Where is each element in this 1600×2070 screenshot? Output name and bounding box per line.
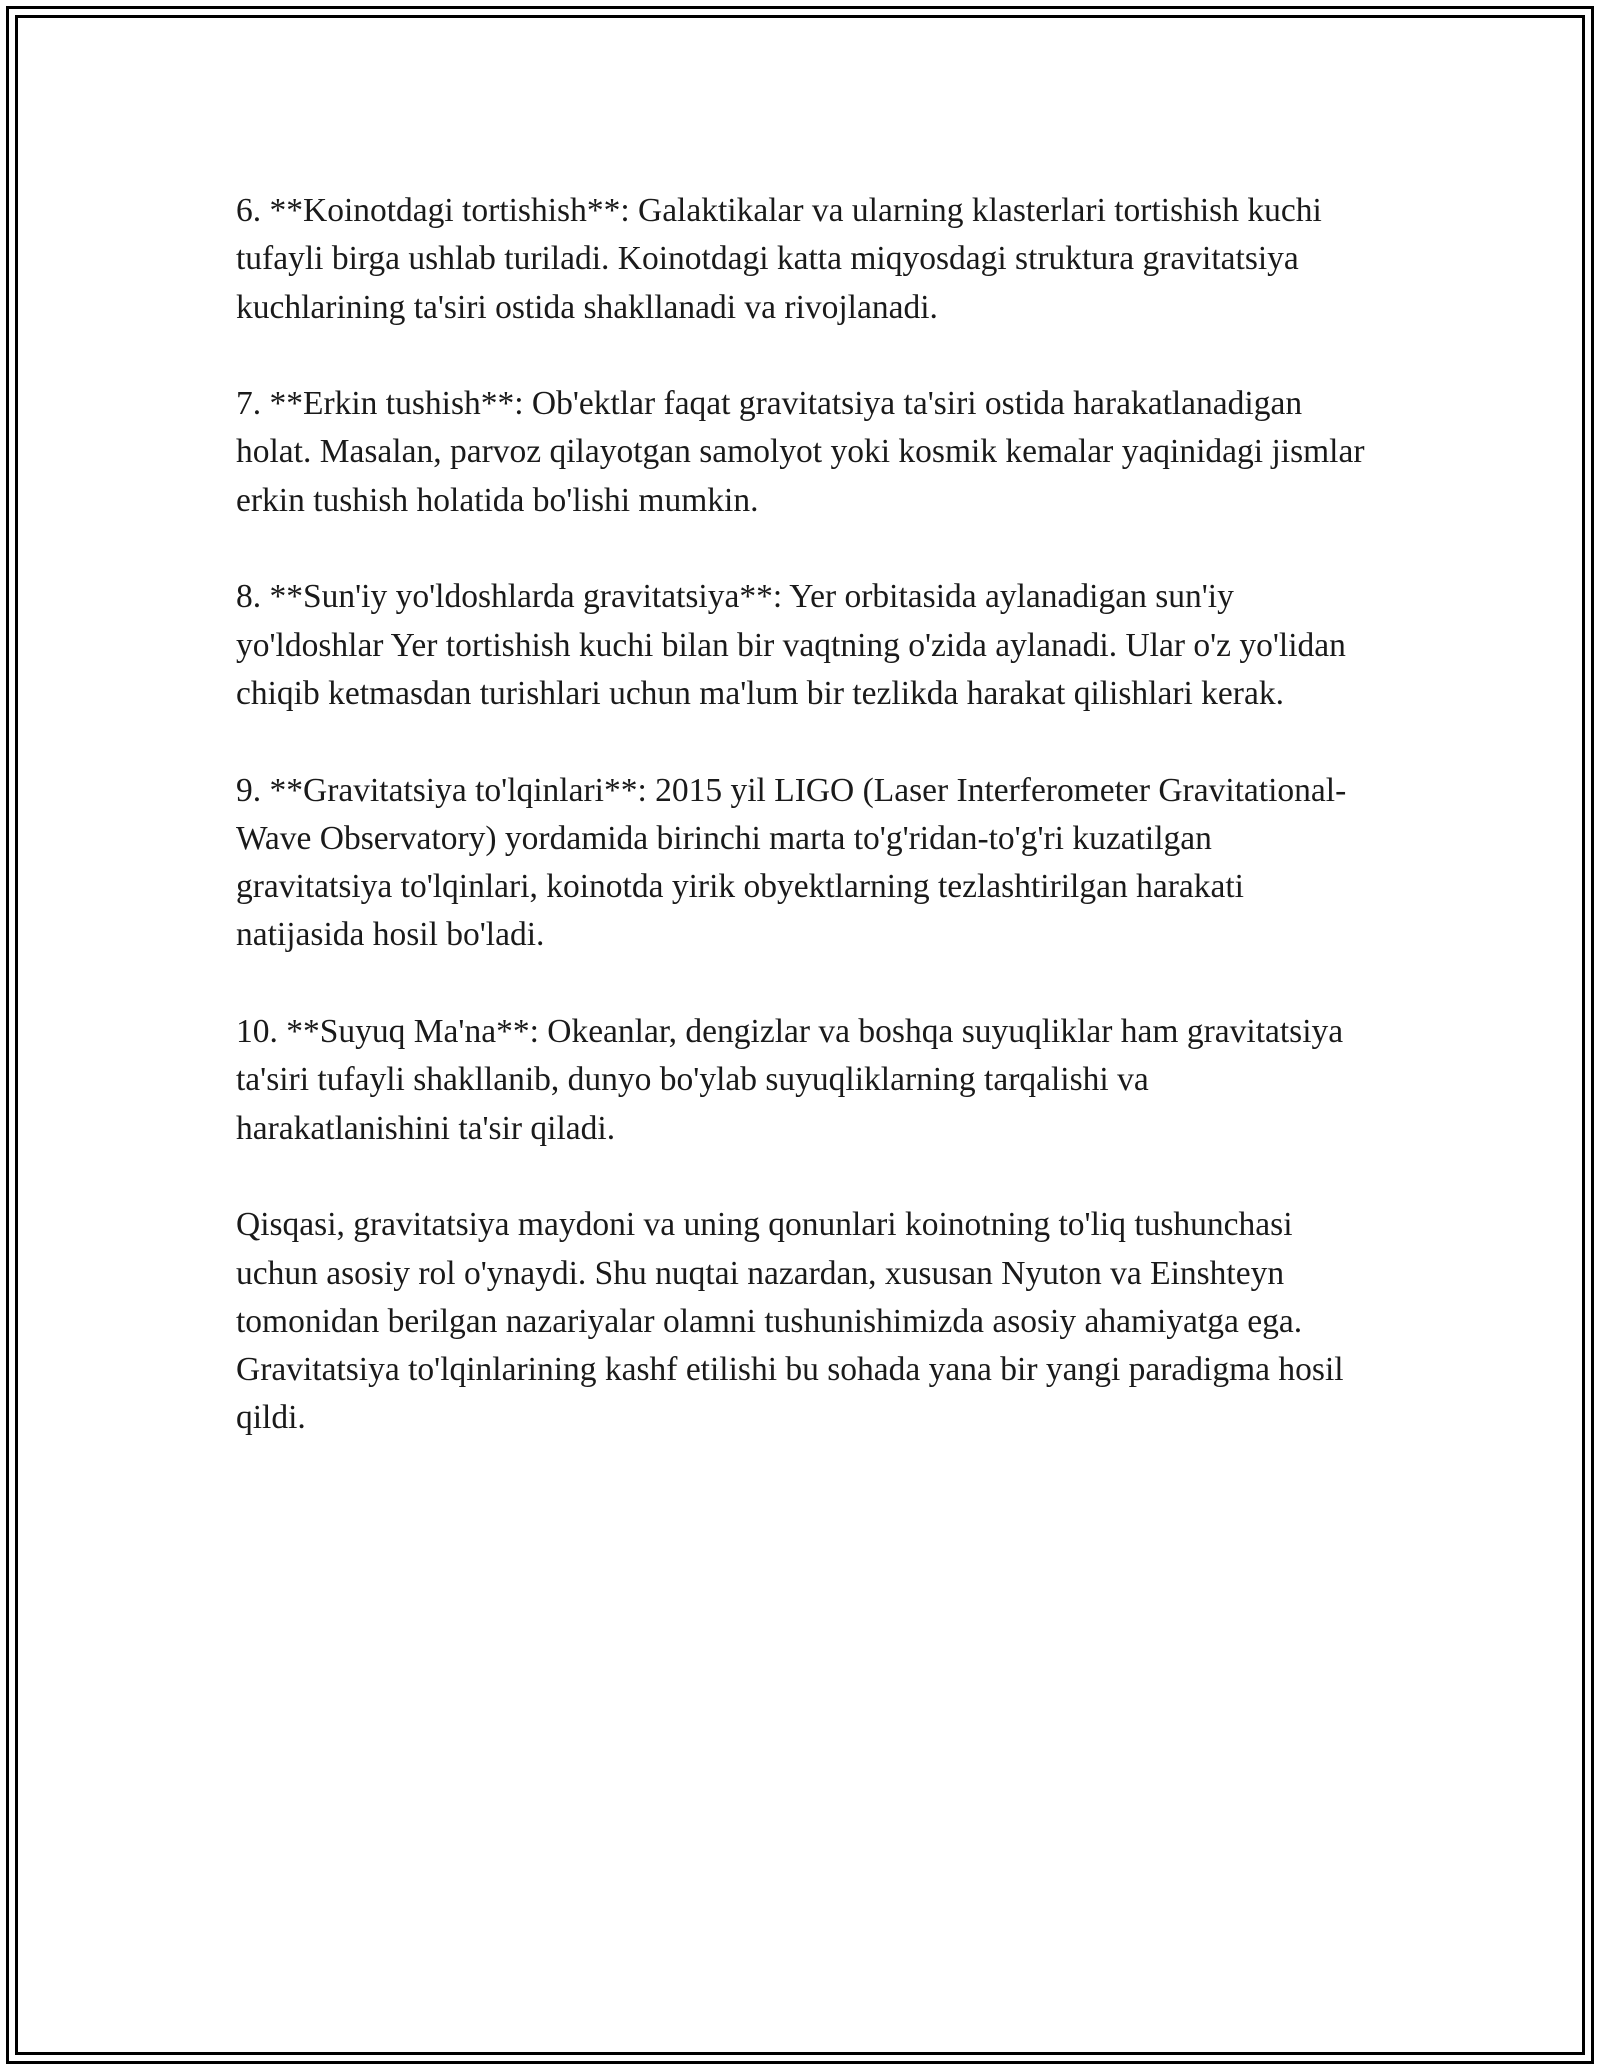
paragraph-item-10: 10. **Suyuq Ma'na**: Okeanlar, dengizlar va boshqa suyuqliklar ham gravitatsiya ta'siri tufayli shakllanib, dunyo bo'ylab suyuqliklarning tarqalishi va harakatlanishini ta'sir qiladi. — [236, 1013, 1344, 1147]
paragraph-item-6: 6. **Koinotdagi tortishish**: Galaktikalar va ularning klasterlari tortishish kuchi tufayli birga ushlab turiladi. Koinotdagi katta miqyosdagi struktura gravitatsiya kuchlarining ta'siri ostida shakllanadi va rivojlanadi. — [236, 192, 1322, 326]
summary-paragraph: Qisqasi, gravitatsiya maydoni va uning qonunlari koinotning to'liq tushunchasi uchun asosiy rol o'ynaydi. Shu nuqtai nazardan, xususan Nyuton va Einshteyn tomonidan berilgan nazariyalar olamni tushunishimizda asosiy ahamiyatga ega. Gravitatsiya to'lqinlarining kashf etilishi bu sohada yana bir yangi paradigma hosil qildi. — [236, 1206, 1344, 1437]
document-body — [236, 187, 1371, 1491]
paragraph-item-9: 9. **Gravitatsiya to'lqinlari**: 2015 yil LIGO (Laser Interferometer Gravitational-Wave Observatory) yordamida birinchi marta to'g'ridan-to'g'ri kuzatilgan gravitatsiya to'lqinlari, koinotda yirik obyektlarning tezlashtirilgan harakati natijasida hosil bo'ladi. — [236, 771, 1347, 954]
paragraph-item-7: 7. **Erkin tushish**: Ob'ektlar faqat gravitatsiya ta'siri ostida harakatlanadigan holat. Masalan, parvoz qilayotgan samolyot yoki kosmik kemalar yaqinidagi jismlar erkin tushish holatida bo'lishi mumkin. — [236, 385, 1365, 519]
paragraph-item-8: 8. **Sun'iy yo'ldoshlarda gravitatsiya**: Yer orbitasida aylanadigan sun'iy yo'ldoshlar Yer tortishish kuchi bilan bir vaqtning o'zida aylanadi. Ular o'z yo'lidan chiqib ketmasdan turishlari uchun ma'lum bir tezlikda harakat qilishlari kerak. — [236, 578, 1346, 712]
